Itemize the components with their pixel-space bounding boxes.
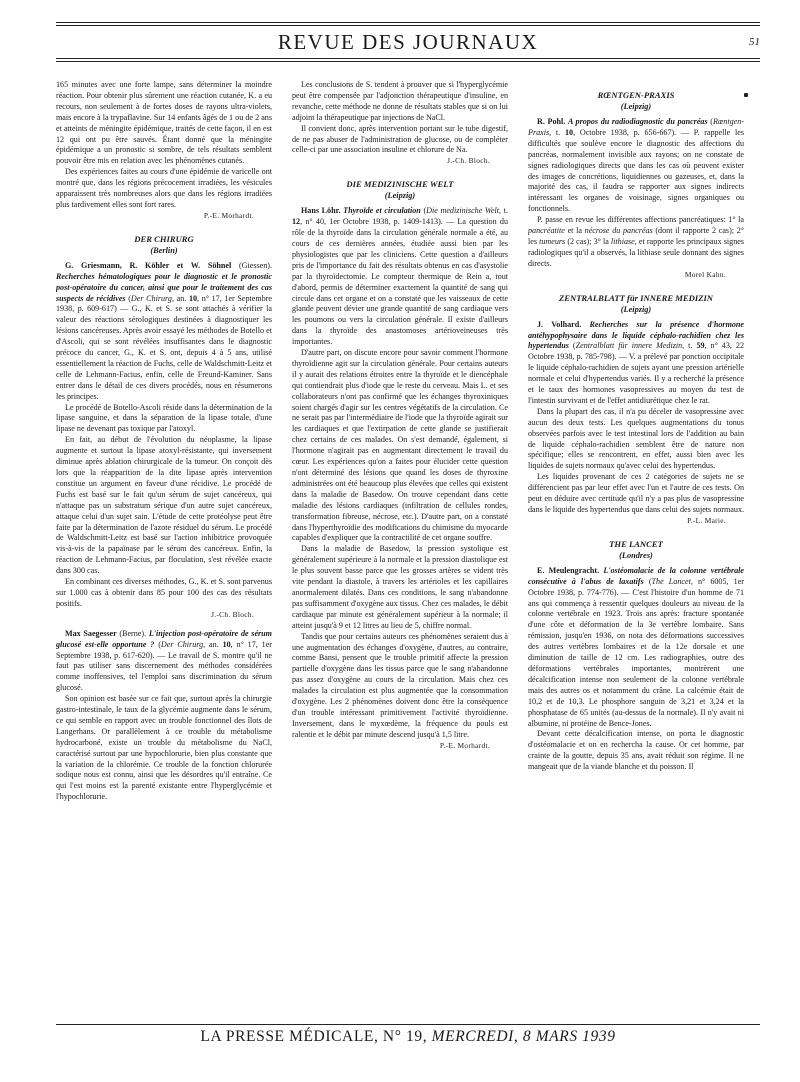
footer-rule (56, 1024, 760, 1025)
ref-text: , an. (171, 293, 189, 303)
header-rule-bottom (56, 58, 760, 59)
paragraph: Des expériences faites au cours d'une épidémie de varicelle ont montré que, dans les régions précocement irradiées, les vésicules apparaissent très nombreuses alors que dans les régions irradiées plus tardivement elles sont fort rares. (56, 167, 272, 209)
column-2 (292, 80, 508, 1052)
article-title: L'injection post-opératoire de sérum glucosé est-elle opportune ? (56, 628, 272, 649)
header-rule-top-2 (56, 25, 760, 26)
journal-name: Der Chirurg (160, 639, 204, 649)
article-title: A propos du radiodiagnostic du pancréas (567, 117, 708, 126)
paragraph: Dans la maladie de Basedow, la pression systolique est généralement supérieure à la normale et la pression diastolique est le plus souvent basse parce que les grosses artères se vident très vite pendant la diastole, à travers les artérioles et les capillaires anormalement dilatés. Dans ces conditions, le sang n'abandonne pas suffisamment d'oxygène aux tissus. Chez ces malades, le débit cardiaque par minute est généralement supérieur à la normale; il atteint jusqu'à 9 et 12 litres au lieu de 5, chiffre normal. (292, 544, 508, 630)
paragraph: Dans la plupart des cas, il n'a pu déceler de vasopressine avec aucun des deux tests. Les quelques augmentations du tonus observées parfois avec le test intestinal lors de l'addition au bain de liquide céphalo-rachidien semblent être de nature non spécifique; elles se rencontrent, en effet, aussi bien avec les liquides de sujets normaux qu'avec celui des hypertendus. (528, 406, 744, 471)
italic-term: tumeurs (539, 236, 566, 246)
ref-text: , t. (549, 127, 565, 137)
article-saegesser (56, 629, 272, 694)
journal-name: Der Chirurg (130, 293, 172, 303)
footer-journal: LA PRESSE MÉDICALE, N° 19, (200, 1028, 432, 1045)
article-title: Recherches hématologiques pour le diagnostic et le pronostic post-opératoire du cancer, ainsi que pour le traitement des cas suspects de récidives (56, 271, 272, 303)
text-run: , et rapporte les principaux signes radiologiques qu'il a observés, la lithiase seule donnant des signes directs. (528, 236, 744, 268)
article-authors: E. Meulengracht. (537, 565, 600, 575)
journal-name: Die medizinische Welt (426, 206, 500, 216)
footer-date: MERCREDI, 8 MARS 1939 (431, 1028, 616, 1045)
paragraph: Les liquides provenant de ces 2 catégories de sujets ne se différencient pas par leur effet avec l'un et l'autre de ces tests. On peut en déduire avec certitude qu'il n'y a pas plus de vasopressine dans le liquide des hypertendus que dans celui des sujets normaux. (528, 472, 744, 514)
italic-term: nécrose du pancréas (584, 226, 653, 236)
text-run: (2 cas); 3° la (565, 236, 611, 246)
signature: P.-L. Marie. (687, 515, 726, 525)
signature: J.-Ch. Bloch. (447, 156, 490, 166)
column-1 (56, 80, 272, 1052)
section-title: RŒNTGEN-PRAXIS (597, 90, 675, 100)
article-authors: J. Volhard. (537, 319, 582, 329)
article-authors: R. Pohl. (537, 117, 566, 126)
article-lohr (292, 206, 508, 348)
article-authors: Hans Löhr. (301, 206, 341, 216)
ref-text: , n° 17, 1er Septembre 1938, p. 617-620). — Le travail de S. montre qu'il ne faut pas utiliser sans discernement des méthodes considérées comme inoffensives, tel l'emploi sans discrimination du sérum glucosé. (56, 639, 272, 693)
ref-text: ( (420, 206, 427, 216)
section-title: DER CHIRURG (134, 233, 194, 244)
ref-text: ( (154, 639, 161, 649)
article-griesmann (56, 261, 272, 403)
volume-number: 59 (696, 341, 705, 351)
section-title: ZENTRALBLATT für INNERE MEDIZIN (559, 292, 713, 303)
volume-number: 12 (292, 217, 301, 227)
paragraph: D'autre part, on discute encore pour savoir comment l'hormone thyroïdienne agit sur la circulation générale. Pour certains auteurs il y aurait des relations étroites entre la thyroïde et le diencéphale qui contiendrait plus d'iode que le reste du cerveau. Mais L. et ses collaborateurs n'ont pas confirmé que les échanges thyroxiniques soient chargés d'agir sur les centres végétatifs de la circulation. Ce ne serait pas par l'intermédiaire de l'iode que la thyroïde agirait sur les cardiaques et que l'extirpation de cette glande se justifierait chez certains de ces malades. On s'est demandé, également, si l'hormone n'agirait pas en augmentant directement le travail du cœur. Les expériences qu'on a faites pour élucider cette question n'ont déterminé des lésions que quand les doses de thyroxine administrées ont été beaucoup plus élevées que celles qui existent dans la maladie de Basedow. On trouve cependant dans cette maladie des lésions cardiaques (infiltration de cellules rondes, transformation fibreuse, nécrose, etc.). D'autre part, on a constaté dans l'hyperthyroïdie des modifications du chimisme du myocarde capables d'expliquer que la contractilité de cet organe souffre. (292, 348, 508, 543)
volume-number: 10 (564, 127, 574, 137)
paragraph: Devant cette décalcification intense, on porta le diagnostic d'ostéomalacie et on en rechercha la cause. Or cet homme, par crainte de la goutte, depuis 35 ans, avait réduit son régime. Il ne mangeait que de la viande blanche et du poisson. Il (528, 729, 744, 772)
section-title: DIE MEDIZINISCHE WELT (346, 179, 454, 190)
ref-text: , t. (682, 341, 697, 351)
article-pohl (528, 117, 744, 215)
italic-term: pancréatite (528, 226, 565, 236)
section-title: THE LANCET (609, 538, 663, 549)
paragraph: Il convient donc, après intervention portant sur le tube digestif, de ne pas abuser de l'administration de glucose, ou de compléter celle-ci par une association insuline et chlorure de Na. (292, 123, 508, 155)
paragraph: Le procédé de Botello-Ascoli réside dans la détermination de la lipase sanguine, et dans la séparation de la lipase totale, d'une lipase ne devenant pas toxique par l'atoxyl. (56, 402, 272, 434)
ref-text: , n° 40, 1er Octobre 1938, p. 1409-1413). — La question du rôle de la thyroïde dans la circulation générale normale a été, au cours de ces dernières années, étudiée aussi bien par les physiologistes que par les cliniciens. Cette question a d'ailleurs pris de l'importance du fait des résultats obtenus en cas d'asystolie par la thyroïdectomie. Le compteur thermique de Rein a, tout d'abord, permis de déterminer exactement la quantité de sang qui circule dans cet organe et on a constaté que les vaisseaux de cette glande peuvent dévier une grande quantité de sang cardiaque vers les poumons ou vers la circulation générale. Il existe d'ailleurs dans la thyroïde des anastomoses artérioveineuses très importantes. (292, 217, 508, 347)
column-3 (528, 80, 744, 1052)
page-title: REVUE DES JOURNAUX (277, 30, 539, 54)
volume-number: 10 (222, 639, 231, 649)
section-city: (Londres) (619, 550, 653, 560)
text-run: (dont il rapporte 2 cas); 2° les (528, 226, 744, 246)
article-pohl-p2 (528, 215, 744, 270)
signature: J.-Ch. Bloch. (211, 609, 254, 619)
text-run: et la (564, 226, 585, 236)
journal-name: Zentralblatt für innere Medizin (575, 341, 683, 351)
ref-text: , n° 43, 22 Octobre 1938, p. 785-798). — V. a prélevé par ponction occipitale le liquide céphalo-rachidien de sujets ayant une pression artérielle normale et celui d'hypertendus variés. Il y a recherché la présence et le taux des hormones vasopressives au moyen du test de l'intestin survivant et de l'effet antidiurétique chez le rat. (528, 341, 744, 405)
ref-text: ( (643, 576, 652, 586)
paragraph: 165 minutes avec une forte lampe, sans déterminer la moindre réaction. Pour obtenir plus sûrement une réaction cutanée, K. a eu recours, non seulement à de fortes doses de rayons ultra-violets, mais encore à la trypaflavine. Sur 14 enfants âgés de 1 ou de 2 ans et atteints de méningite épidémique, traités de cette façon, il en est 12 qui ont pu être sauvés. Étant donné que la méningite épidémique a un pronostic si sombre, de tels résultats semblent pouvoir être mis en relation avec les phénomènes cutanés. (56, 80, 272, 166)
article-authors: Max Saegesser (65, 628, 117, 638)
article-place: (Giessen). (231, 260, 272, 270)
section-city: (Leipzig) (620, 102, 652, 111)
section-city: (Leipzig) (620, 304, 652, 314)
journal-name: The Lancet (651, 576, 691, 586)
ref-text: ( (707, 117, 713, 126)
ref-text: , n° 6005, 1er Octobre 1938, p. 774-776). — C'est l'histoire d'un homme de 71 ans qui commença à ressentir quelques douleurs au niveau de la colonne vertébrale en 1923. Trois ans après: fracture spontanée d'une côte et déformation de la 3e vertèbre lombaire. Sans rémission, jusqu'en 1936, on nota des déformations successives des autres vertèbres lombaires et de la 12e dorsale et une diminution de taille de 12 cm. Les radiographies, outre des déformations vertébrales importantes, montrèrent une décalcification intense non seulement de la colonne vertébrale mais des autres os et notamment du crâne. La calcémie était de 10,2 et de 10,3. Le phosphore sanguin de 3,21 et 3,24 et la phosphatase de 65 unités (au-dessus de la normale). Il n'y avait ni albumine, ni protéine de Bence-Jones. (528, 576, 744, 728)
signature: Morel Kahn. (684, 269, 726, 279)
article-title: Thyroïde et circulation (343, 206, 421, 216)
paragraph: En combinant ces diverses méthodes, G., K. et S. sont parvenus sur 1.000 cas à obtenir dans 85 pour 100 des cas des résultats positifs. (56, 577, 272, 608)
article-title: Recherches sur la présence d'hormone antéhypophysaire dans le liquide céphalo-rachidien chez les hypertendus (528, 319, 744, 351)
ref-text: , t. (499, 206, 508, 216)
ref-text: ( (125, 293, 131, 303)
header-rule-top (56, 22, 760, 23)
section-city: (Berlin) (150, 245, 178, 255)
article-place: (Berne). (116, 628, 149, 638)
paragraph: Les conclusions de S. tendent à prouver que si l'hyperglycémie peut être compensée par l'adjonction thérapeutique d'insuline, en revanche, cette méthode ne donne de résultats stables que si on lui adjoint la thérapeutique par injections de NaCl. (292, 80, 508, 122)
article-volhard (528, 320, 744, 407)
article-authors: G. Griesmann, R. Köhler et W. Söhnel (65, 260, 232, 270)
ref-text: , an. (203, 639, 223, 649)
paragraph: Son opinion est basée sur ce fait que, surtout après la chirurgie gastro-intestinale, le taux de la glycémie augmente dans le sérum, ce qui semble en rapport avec un trouble fonctionnel des îlots de Langerhans. Or parallèlement à ce trouble du métabolisme hydrocarboné, existe un trouble du métabolisme du NaCl, caractérisé surtout par une hypochlorurie, bien plus constante que la variation de la chlorémie. Ce trouble de la fonction chlorurée sodique nous est connu, ainsi que les désordres qu'il entraîne. Ce qui l'est moins est la parenté existante entre l'hyperglycémie et l'hypochlorurie. (56, 694, 272, 802)
volume-number: 10 (188, 293, 198, 303)
print-mark (744, 93, 748, 97)
paragraph: Tandis que pour certains auteurs ces phénomènes seraient dus à une augmentation des échanges d'oxygène, d'autres, au contraire, comme Bansi, pensent que le trouble primitif affecte la pression partielle d'oxygène dans les tissus parce que le sang n'abandonne pas assez d'oxygène au cours de la circulation. Mais chez ces malades la circulation est plus augmentée que la consommation d'oxygène. Les 2 phénomènes doivent donc être la conséquence d'un trouble intéressant primitivement l'activité thyroïdienne. Inversement, dans le myxœdème, la fréquence du pouls est ralentie et le débit par minute descend jusqu'à 1,5 litre. (292, 631, 508, 739)
spacer (56, 621, 272, 629)
signature: P.-E. Morhardt. (439, 740, 490, 750)
ref-text: , Octobre 1938, p. 656-667). — P. rappelle les difficultés que soulève encore le diagnostic des affections du pancréas, normalement invisible aux rayons; on ne constate de signes radiologiques directs que dans les cas où peuvent exister des images de concrétions, liquidiennes ou gazeuses, et, dans la majorité des cas, il faudra se rapporter aux signes indirects intéressant les organes de voisinage, signes organiques ou fonctionnels. (528, 127, 744, 214)
page-number: 51 (749, 36, 760, 48)
article-title: L'ostéomalacie de la colonne vertébrale consécutive à l'abus de laxatifs (528, 565, 744, 586)
journal-name: Rœntgen-Praxis (528, 117, 744, 137)
italic-term: lithiase (610, 236, 635, 246)
signature: P.-E. Morhardt. (203, 210, 254, 220)
article-meulengracht (528, 566, 744, 730)
ref-text: ( (568, 341, 576, 351)
text-run: P. passe en revue les différentes affections pancréatiques: 1° la (537, 215, 744, 225)
paragraph: En fait, au début de l'évolution du néoplasme, la lipase augmente et surtout la lipase atoxyl-résistante, qui inversement diminue après ablation chirurgicale de la tumeur. On conçoit dès lors que la réapparition de la dite lipase après intervention constitue un argument en faveur d'une récidive. Le procédé de Fuchs est basé sur le fait qu'un sérum de sujet cancéreux, qui n'attaque pas un substratum sérique d'un autre sujet cancéreux, attaque celui d'un sujet sain. L'étude de cette protéolyse peut être faite par la détermination de l'azote résiduel du sérum. Le procédé de Waldschmitt-Leitz est basé sur l'action inhibitrice provoquée vis-à-vis de la papaïnase par le sérum des cancéreux. Enfin, la réaction de Lehmann-Facius, par floculation, s'est révélée exacte dans 300 cas. (56, 435, 272, 576)
header-rule-bottom-2 (56, 61, 760, 62)
footer (56, 1028, 760, 1046)
ref-text: , n° 17, 1er Septembre 1938, p. 609-617) — G., K. et S. se sont attachés à vérifier la valeur des réactions sérologiques destinées à diagnostiquer les lésions cancéreuses. Après avoir essayé les méthodes de Botello et d'Ascoli, qui se sont révélées insuffisantes dans le diagnostic précoce du cancer, G., K. et S. ont, depuis 4 à 5 ans, utilisé essentiellement la réaction de Fuchs, celle de Waldschmitt-Leitz et celle de Lehmann-Facius, enfin, celle de Freund-Kaminer. Sans entrer dans le détail de ces divers procédés, nous en résumerons les principes. (56, 293, 272, 401)
section-city: (Leipzig) (384, 191, 416, 201)
